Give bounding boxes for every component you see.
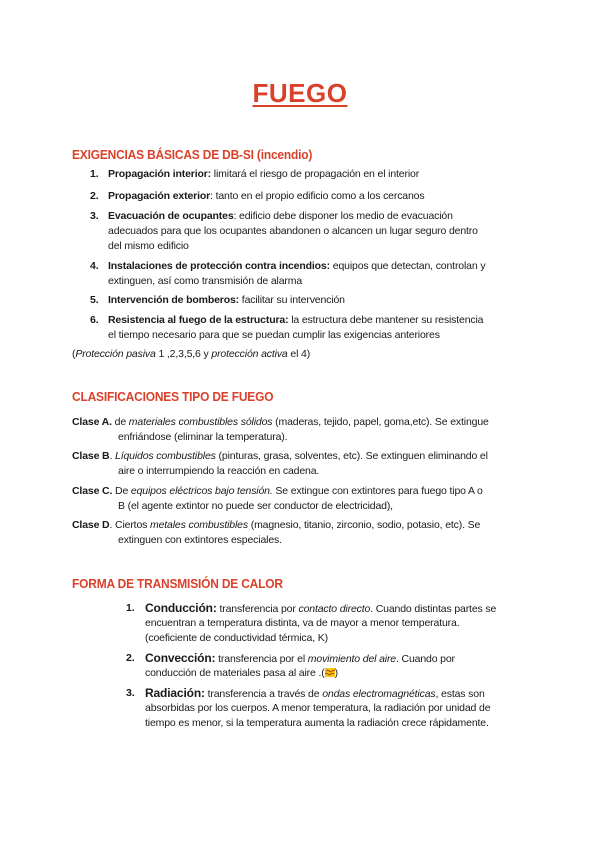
list-item-continuation: adecuados para que los ocupantes abandonen o alcancen un lugar seguro dentro <box>108 225 478 237</box>
list-item-text: Resistencia al fuego de la estructura: la estructura debe mantener su resistencia <box>108 314 484 326</box>
list-item-continuation: encuentran a temperatura distinta, va de mayor a menor temperatura. <box>145 617 460 629</box>
fire-class-continuation: aire o interrumpiendo la reacción en cadena. <box>118 465 320 477</box>
list-item: 6. <box>90 314 99 326</box>
list-item-text: Instalaciones de protección contra incendios: equipos que detectan, controlan y <box>108 260 486 272</box>
fire-class-a: Clase A. de materiales combustibles sólidos (maderas, tejido, papel, goma,etc). Se extingue <box>72 416 489 428</box>
list-item: 3. <box>90 210 99 222</box>
fire-class-d: Clase D. Ciertos metales combustibles (magnesio, titanio, zirconio, sodio, potasio, etc). Se <box>72 519 481 531</box>
section-heading-clasificaciones: CLASIFICACIONES TIPO DE FUEGO <box>72 389 274 404</box>
protection-note: (Protección pasiva 1 ,2,3,5,6 y protección activa el 4) <box>72 348 311 360</box>
list-item: 3. <box>126 687 135 699</box>
fire-class-continuation: B (el agente extintor no puede ser conductor de electricidad), <box>118 500 393 512</box>
heat-transfer-conveccion: Convección: transferencia por el movimiento del aire. Cuando por <box>145 651 455 665</box>
section-heading-exigencias: EXIGENCIAS BÁSICAS DE DB-SI (incendio) <box>72 147 313 162</box>
list-item-continuation: tiempo es menor, si la temperatura aumenta la radiación crece rápidamente. <box>145 717 489 729</box>
list-item-text: Propagación exterior: tanto en el propio edificio como a los cercanos <box>108 190 425 202</box>
fire-class-b: Clase B. Líquidos combustibles (pinturas, grasa, solventes, etc). Se extinguen eliminando el <box>72 450 488 462</box>
list-item: 1. <box>90 168 99 180</box>
fire-class-c: Clase C. De equipos eléctricos bajo tensión. Se extingue con extintores para fuego tipo A o <box>72 485 483 497</box>
heat-transfer-radiacion: Radiación: transferencia a través de ondas electromagnéticas, estas son <box>145 686 485 700</box>
list-item-continuation: el tiempo necesario para que se puedan cumplir las exigencias anteriores <box>108 329 440 341</box>
fire-class-continuation: enfriándose (eliminar la temperatura). <box>118 431 288 443</box>
list-item-continuation: absorbidas por los cuerpos. A menor temperatura, la radiación por unidad de <box>145 702 491 714</box>
list-item-continuation: extinguen, así como transmisión de alarma <box>108 275 303 287</box>
list-item-continuation: conducción de materiales pasa al aire .( ) <box>145 667 338 679</box>
list-item-continuation: del mismo edificio <box>108 240 189 252</box>
list-item-text: Propagación interior: limitará el riesgo de propagación en el interior <box>108 168 420 180</box>
heat-transfer-conduccion: Conducción: transferencia por contacto directo. Cuando distintas partes se <box>145 601 497 615</box>
list-item: 4. <box>90 260 99 272</box>
list-item-continuation: (coeficiente de conductividad térmica, K) <box>145 632 328 644</box>
heat-waves-icon <box>325 668 335 677</box>
section-heading-transmision: FORMA DE TRANSMISIÓN DE CALOR <box>72 576 283 591</box>
page-title: FUEGO <box>252 78 348 108</box>
list-item: 2. <box>90 190 99 202</box>
fire-class-continuation: extinguen con extintores especiales. <box>118 534 282 546</box>
list-item: 2. <box>126 652 135 664</box>
list-item: 1. <box>126 602 135 614</box>
list-item-text: Evacuación de ocupantes: edificio debe disponer los medio de evacuación <box>108 210 453 222</box>
list-item-text: Intervención de bomberos: facilitar su intervención <box>108 294 345 306</box>
list-item: 5. <box>90 294 99 306</box>
